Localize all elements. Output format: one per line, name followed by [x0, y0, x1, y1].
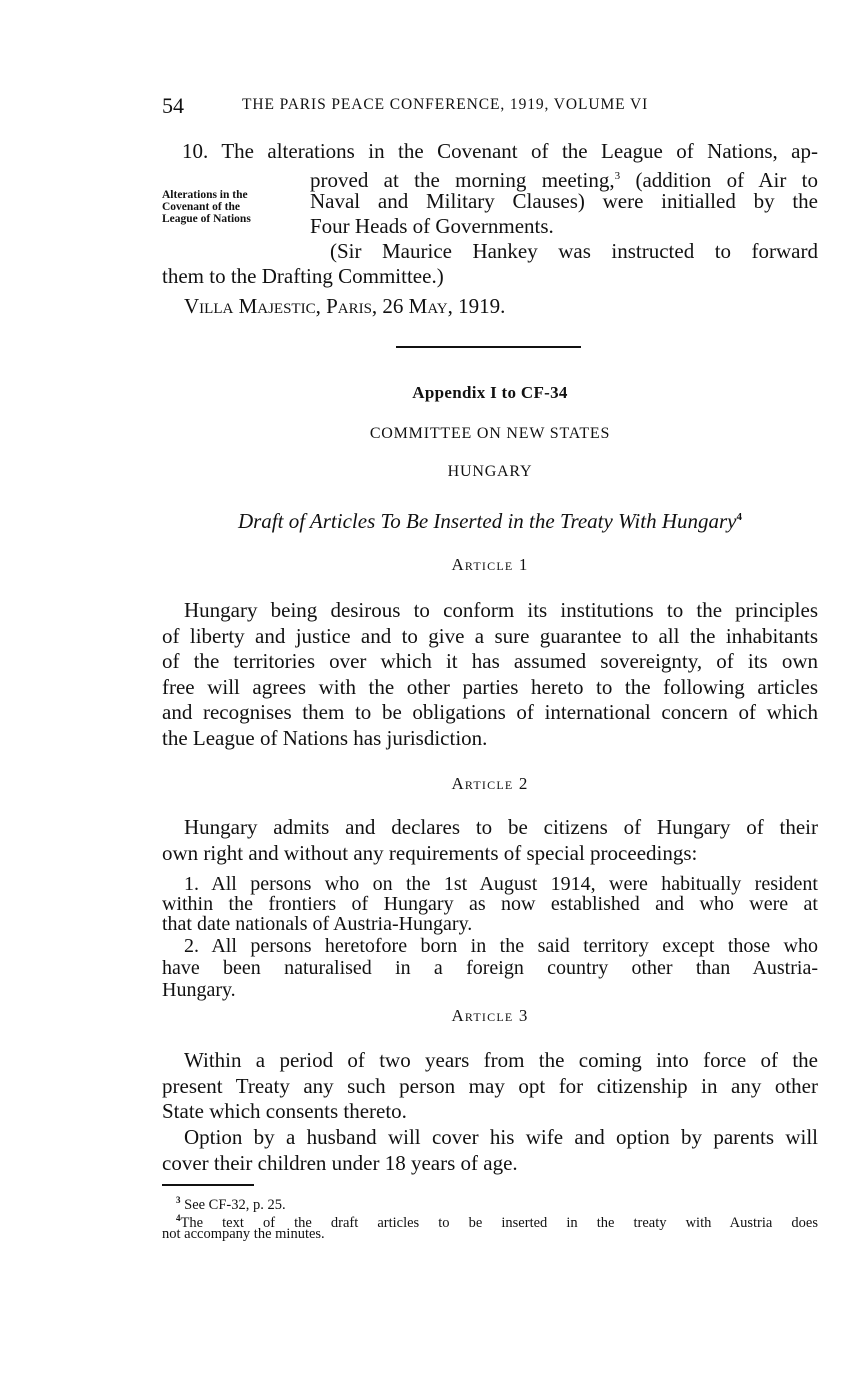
article2-intro-line: Hungary admits and declares to be citizens of Hungary of their: [184, 815, 818, 839]
article3-para1-line: present Treaty any such person may opt for citizenship in any other: [162, 1073, 818, 1098]
article2-item2-line: have been naturalised in a foreign country other than Austria-: [162, 957, 818, 979]
article3-para2-line: Option by a husband will cover his wife and option by parents will: [184, 1125, 818, 1149]
footnote-ref-4[interactable]: 4: [736, 511, 743, 523]
article2-item2-line: Hungary.: [162, 979, 236, 1001]
article3-para1-line: State which consents thereto.: [162, 1099, 407, 1123]
signoff-location-date: Villa Majestic, Paris, 26 May, 1919.: [184, 294, 506, 318]
country-heading: HUNGARY: [447, 463, 533, 480]
item10-line6: them to the Drafting Committee.): [162, 264, 444, 288]
article1-line: Hungary being desirous to conform its institutions to the principles: [184, 598, 818, 622]
draft-title: Draft of Articles To Be Inserted in the Treaty With Hungary$^4$: [237, 509, 743, 533]
article3-para1-line: Within a period of two years from the coming into force of the: [184, 1048, 818, 1072]
footnote-4-cont: not accompany the minutes.: [162, 1226, 325, 1242]
item10-line4: Four Heads of Governments.: [310, 214, 554, 238]
footnote-mark: 3: [176, 1195, 181, 1205]
article1-line: and recognises them to be obligations of international concern of which: [162, 700, 818, 724]
margin-note: Alterations in the Covenant of the League of Nations: [162, 189, 251, 225]
item10-line2: proved at the morning meeting,$^3$ (addition of Air to: [310, 168, 819, 192]
item10-line1: 10. The alterations in the Covenant of the League of Nations, ap-: [182, 139, 818, 163]
article3-para2-line: cover their children under 18 years of age.: [162, 1150, 518, 1175]
footnote-ref-3[interactable]: 3: [614, 170, 621, 182]
footnote-4: $^4$The text of the draft articles to be inserted in the treaty with Austria does: [176, 1213, 818, 1231]
article2-intro-line: own right and without any requirements of special proceedings:: [162, 840, 698, 865]
section-divider: [396, 346, 581, 348]
article1-line: of liberty and justice and to give a sure guarantee to all the inhabitants: [162, 623, 818, 648]
article2-item1-line: that date nationals of Austria-Hungary.: [162, 913, 473, 935]
article2-item1-line: 1. All persons who on the 1st August 1914, were habitually resident: [184, 873, 818, 895]
article1-line: the League of Nations has jurisdiction.: [162, 725, 488, 750]
item10-line3: Naval and Military Clauses) were initialled by the: [310, 189, 818, 213]
committee-heading: COMMITTEE ON NEW STATES: [369, 425, 611, 442]
page-number: 54: [162, 93, 184, 118]
article2-item1-line: within the frontiers of Hungary as now established and who were at: [162, 893, 818, 915]
item10-line5: (Sir Maurice Hankey was instructed to forward: [330, 239, 818, 263]
footnote-divider: [162, 1184, 254, 1186]
article-3-heading: Article 3: [451, 1006, 529, 1025]
running-title: THE PARIS PEACE CONFERENCE, 1919, VOLUME VI: [242, 96, 649, 113]
appendix-title: Appendix I to CF-34: [412, 383, 568, 402]
article1-line: of the territories over which it has assumed sovereignty, of its own: [162, 649, 818, 673]
footnote-3: $^3$ See CF-32, p. 25.: [176, 1195, 286, 1213]
footnote-mark: 4: [176, 1213, 181, 1223]
article1-line: free will agrees with the other parties hereto to the following articles: [162, 674, 818, 699]
item-number: 10.: [182, 139, 209, 163]
article2-item2-line: 2. All persons heretofore born in the said territory except those who: [184, 935, 818, 957]
article-2-heading: Article 2: [451, 774, 529, 793]
article-1-heading: Article 1: [451, 555, 529, 574]
